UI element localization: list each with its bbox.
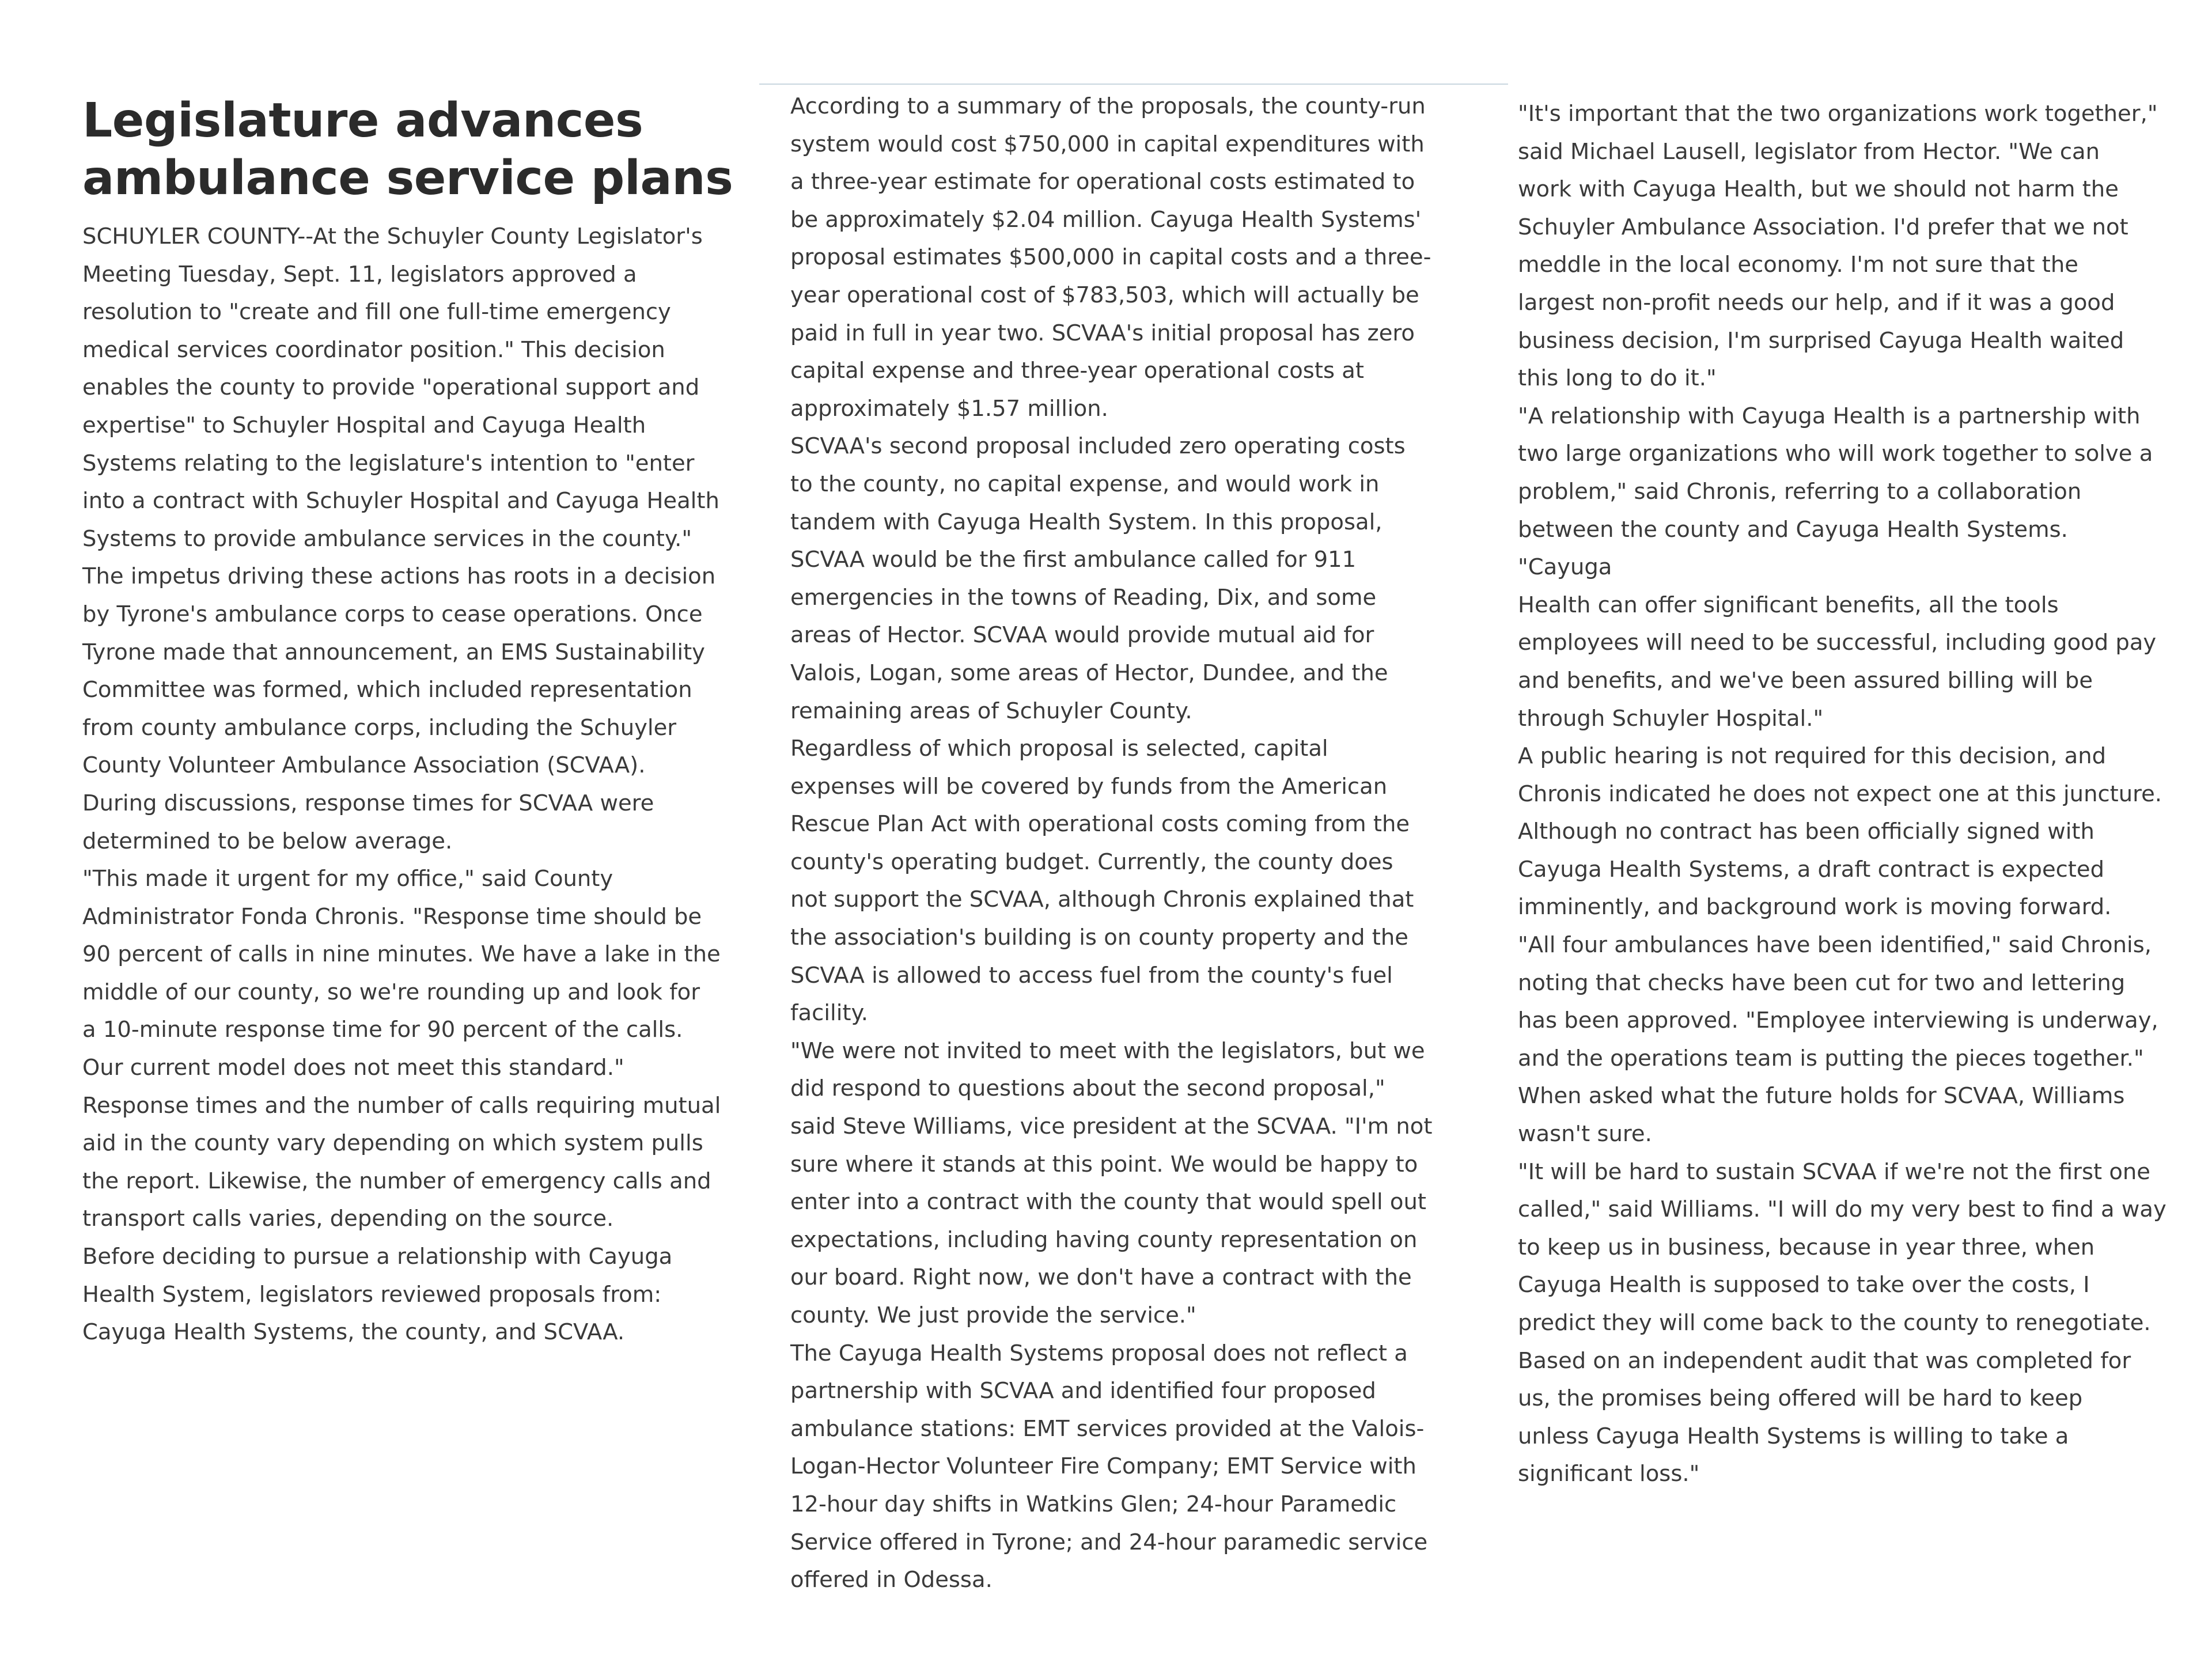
article-paragraph: The impetus driving these actions has roots in a decision by Tyrone's ambulance corps to cease operations. Once Tyrone made that announcement, an EMS Sustainability Committee was formed, which included representation from county ambulance corps, including the Schuyler County Volunteer Ambulance Association (SCVAA). During discussions, response times for SCVAA were determined to be below average. — [82, 563, 716, 854]
article-paragraph: SCHUYLER COUNTY--At the Schuyler County Legislator's Meeting Tuesday, Sept. 11, legislators approved a resolution to "create and fill one full-time emergency medical services coordinator position." This decision enables the county to provide "operational support and expertise" to Schuyler Hospital and Cayuga Health Systems relating to the legislature's intention to "enter into a contract with Schuyler Hospital and Cayuga Health Systems to provide ambulance services in the county." — [82, 224, 719, 552]
article-paragraph: The Cayuga Health Systems proposal does not reflect a partnership with SCVAA and identified four proposed ambulance stations: EMT services provided at the Valois- Logan-Hector Volunteer Fire Company; EMT Service with 12-hour day shifts in Watkins Glen; 24-hour Paramedic Service offered in Tyrone; and 24-hour paramedic service offered in Odessa. — [790, 1340, 1428, 1593]
article-paragraph: "All four ambulances have been identified," said Chronis, noting that checks have been cut for two and lettering has been approved. "Employee interviewing is underway, and the operations team is putting the pieces together." — [1518, 932, 2158, 1071]
article-paragraph: According to a summary of the proposals, the county-run system would cost $750,000 in capital expenditures with a three-year estimate for operational costs estimated to be approximately $2.04 million. Cayuga Health Systems' proposal estimates $500,000 in capital costs and a three- year operational cost of $783,503, which will actually be paid in full in year two. SCVAA's initial proposal has zero capital expense and three-year operational costs at approximately $1.57 million. — [790, 93, 1431, 422]
article-paragraph: Response times and the number of calls requiring mutual aid in the county vary depending on which system pulls the report. Likewise, the number of emergency calls and transport calls varies, depending on the source. — [82, 1092, 721, 1232]
column-top-rule — [759, 84, 1508, 85]
article-column-2 — [790, 88, 1453, 1599]
article-headline: Legislature advances ambulance service plans — [82, 93, 733, 206]
article-paragraph: SCVAA's second proposal included zero operating costs to the county, no capital expense, and would work in tandem with Cayuga Health System. In this proposal, SCVAA would be the first ambulance called for 911 emergencies in the towns of Reading, Dix, and some areas of Hector. SCVAA would provide mutual aid for Valois, Logan, some areas of Hector, Dundee, and the remaining areas of Schuyler County. — [790, 433, 1406, 724]
article-paragraph: "It will be hard to sustain SCVAA if we're not the first one called," said Williams. "I will do my very best to find a way to keep us in business, because in year three, when Cayuga Health is supposed to take over the costs, I predict they will come back to the county to renegotiate. Based on an independent audit that was completed for us, the promises being offered will be hard to keep unless Cayuga Health Systems is willing to take a significant loss." — [1518, 1158, 2166, 1487]
article-column-3 — [1518, 95, 2169, 1493]
article-paragraph: "It's important that the two organizations work together," said Michael Lausell, legislator from Hector. "We can work with Cayuga Health, but we should not harm the Schuyler Ambulance Association. I'd prefer that we not meddle in the local economy. I'm not sure that the largest non-profit needs our help, and if it was a good business decision, I'm surprised Cayuga Health waited this long to do it." — [1518, 101, 2158, 392]
article-column-1 — [82, 92, 733, 1351]
article-paragraph: "This made it urgent for my office," said County Administrator Fonda Chronis. "Response time should be 90 percent of calls in nine minutes. We have a lake in the middle of our county, so we're rounding up and look for a 10-minute response time for 90 percent of the calls. Our current model does not meet this standard." — [82, 866, 721, 1081]
article-paragraph: Regardless of which proposal is selected, capital expenses will be covered by funds from the American Rescue Plan Act with operational costs coming from the county's operating budget. Currently, the county does not support the SCVAA, although Chronis explained that the association's building is on county property and the SCVAA is allowed to access fuel from the county's fuel facility. — [790, 736, 1414, 1027]
article-paragraph: A public hearing is not required for this decision, and Chronis indicated he does not expect one at this juncture. Although no contract has been officially signed with Cayuga Health Systems, a draft contract is expected imminently, and background work is moving forward. — [1518, 743, 2162, 921]
article-paragraph: Before deciding to pursue a relationship with Cayuga Health System, legislators reviewed proposals from: Cayuga Health Systems, the county, and SCVAA. — [82, 1244, 673, 1346]
article-paragraph: "A relationship with Cayuga Health is a partnership with two large organizations who will work together to solve a problem," said Chronis, referring to a collaboration between the county and Cayuga Health Systems. "Cayuga Health can offer significant benefits, all the tools employees will need to be successful, including good pay and benefits, and we've been assured billing will be through Schuyler Hospital." — [1518, 403, 2157, 732]
article-paragraph: When asked what the future holds for SCVAA, Williams wasn't sure. — [1518, 1083, 2125, 1147]
article-paragraph: "We were not invited to meet with the legislators, but we did respond to questions about the second proposal," said Steve Williams, vice president at the SCVAA. "I'm not sure where it stands at this point. We would be happy to enter into a contract with the county that would spell out expectations, including having county representation on our board. Right now, we don't have a contract with the county. We just provide the service." — [790, 1037, 1433, 1328]
